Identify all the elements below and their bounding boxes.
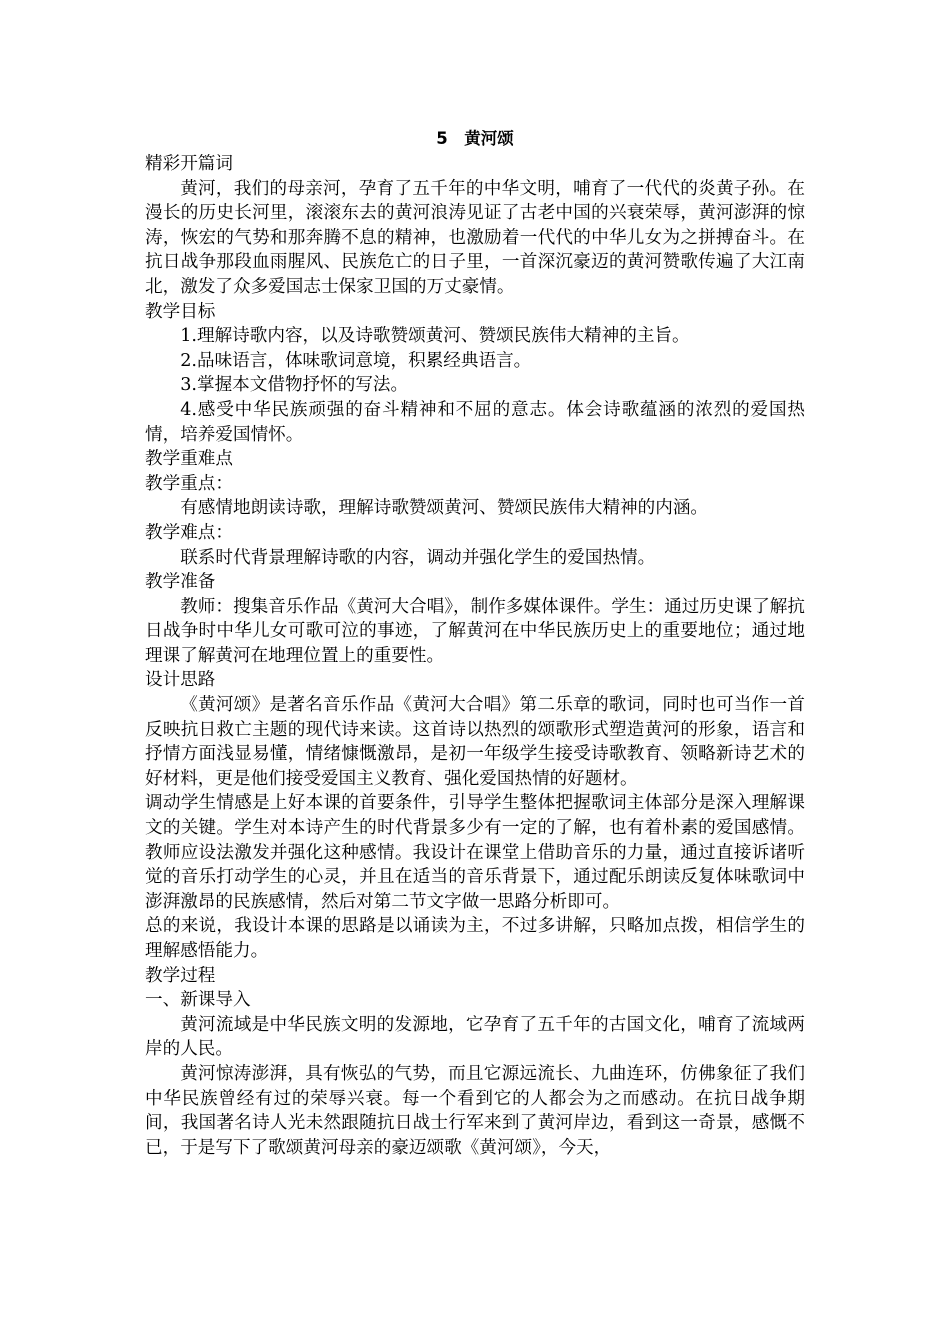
paragraph: 黄河惊涛澎湃，具有恢弘的气势，而且它源远流长、九曲连环，仿佛象征了我们中华民族曾经有过的荣辱兴衰。每一个看到它的人都会为之而感动。在抗日战争期间，我国著名诗人光未然跟随抗日战士行军来到了黄河岸边，看到这一奇景，感慨不已，于是写下了歌颂黄河母亲的豪迈颂歌《黄河颂》，今天， (145, 1063, 805, 1158)
document-title: 5 黄河颂 (436, 129, 514, 148)
paragraph: 黄河，我们的母亲河，孕育了五千年的中华文明，哺育了一代代的炎黄子孙。在漫长的历史长河里，滚滚东去的黄河浪涛见证了古老中国的兴衰荣辱，黄河澎湃的惊涛，恢宏的气势和那奔腾不息的精神，也激励着一代代的中华儿女为之拼搏奋斗。在抗日战争那段血雨腥风、民族危亡的日子里，一首深沉豪迈的黄河赞歌传遍了大江南北，激发了众多爱国志士保家卫国的万丈豪情。 (145, 178, 805, 297)
paragraph: 调动学生情感是上好本课的首要条件，引导学生整体把握歌词主体部分是深入理解课文的关键。学生对本诗产生的时代背景多少有一定的了解，也有着朴素的爱国感情。教师应设法激发并强化这种感情。我设计在课堂上借助音乐的力量，通过直接诉诸听觉的音乐打动学生的心灵，并且在适当的音乐背景下，通过配乐朗读反复体味歌词中澎湃激昂的民族感情，然后对第二节文字做一思路分析即可。 (145, 793, 805, 912)
section-heading: 教学重点： (145, 473, 233, 494)
paragraph: 《黄河颂》是著名音乐作品《黄河大合唱》第二乐章的歌词，同时也可当作一首反映抗日救亡主题的现代诗来读。这首诗以热烈的颂歌形式塑造黄河的形象，语言和抒情方面浅显易懂，情绪慷慨激昂，是初一年级学生接受诗歌教育、领略新诗艺术的好材料，更是他们接受爱国主义教育、强化爱国热情的好题材。 (145, 695, 805, 789)
document-page (145, 127, 805, 1160)
paragraph: 有感情地朗读诗歌，理解诗歌赞颂黄河、赞颂民族伟大精神的内涵。 (180, 498, 709, 519)
section-heading: 设计思路 (145, 670, 216, 691)
section-heading: 教学难点： (145, 522, 233, 543)
section-heading: 教学过程 (145, 965, 216, 986)
section-heading: 教学目标 (145, 301, 216, 322)
paragraph: 4.感受中华民族顽强的奋斗精神和不屈的意志。体会诗歌蕴涵的浓烈的爱国热情，培养爱国情怀。 (145, 399, 805, 445)
section-heading: 教学重难点 (145, 449, 233, 470)
section-heading: 精彩开篇词 (145, 154, 233, 174)
paragraph: 联系时代背景理解诗歌的内容，调动并强化学生的爱国热情。 (180, 547, 656, 568)
document-body (145, 152, 805, 1160)
section-heading: 一、新课导入 (145, 990, 251, 1011)
paragraph: 教师：搜集音乐作品《黄河大合唱》，制作多媒体课件。学生：通过历史课了解抗日战争时中华儿女可歌可泣的事迹，了解黄河在中华民族历史上的重要地位；通过地理课了解黄河在地理位置上的重要性。 (145, 596, 805, 666)
paragraph: 总的来说，我设计本课的思路是以诵读为主，不过多讲解，只略加点拨，相信学生的理解感悟能力。 (145, 916, 805, 961)
section-heading: 教学准备 (145, 572, 216, 593)
paragraph: 3.掌握本文借物抒怀的写法。 (180, 375, 409, 396)
paragraph: 2.品味语言，体味歌词意境，积累经典语言。 (180, 350, 532, 371)
paragraph: 1.理解诗歌内容，以及诗歌赞颂黄河、赞颂民族伟大精神的主旨。 (180, 326, 690, 347)
paragraph: 黄河流域是中华民族文明的发源地，它孕育了五千年的古国文化，哺育了流域两岸的人民。 (145, 1014, 805, 1060)
